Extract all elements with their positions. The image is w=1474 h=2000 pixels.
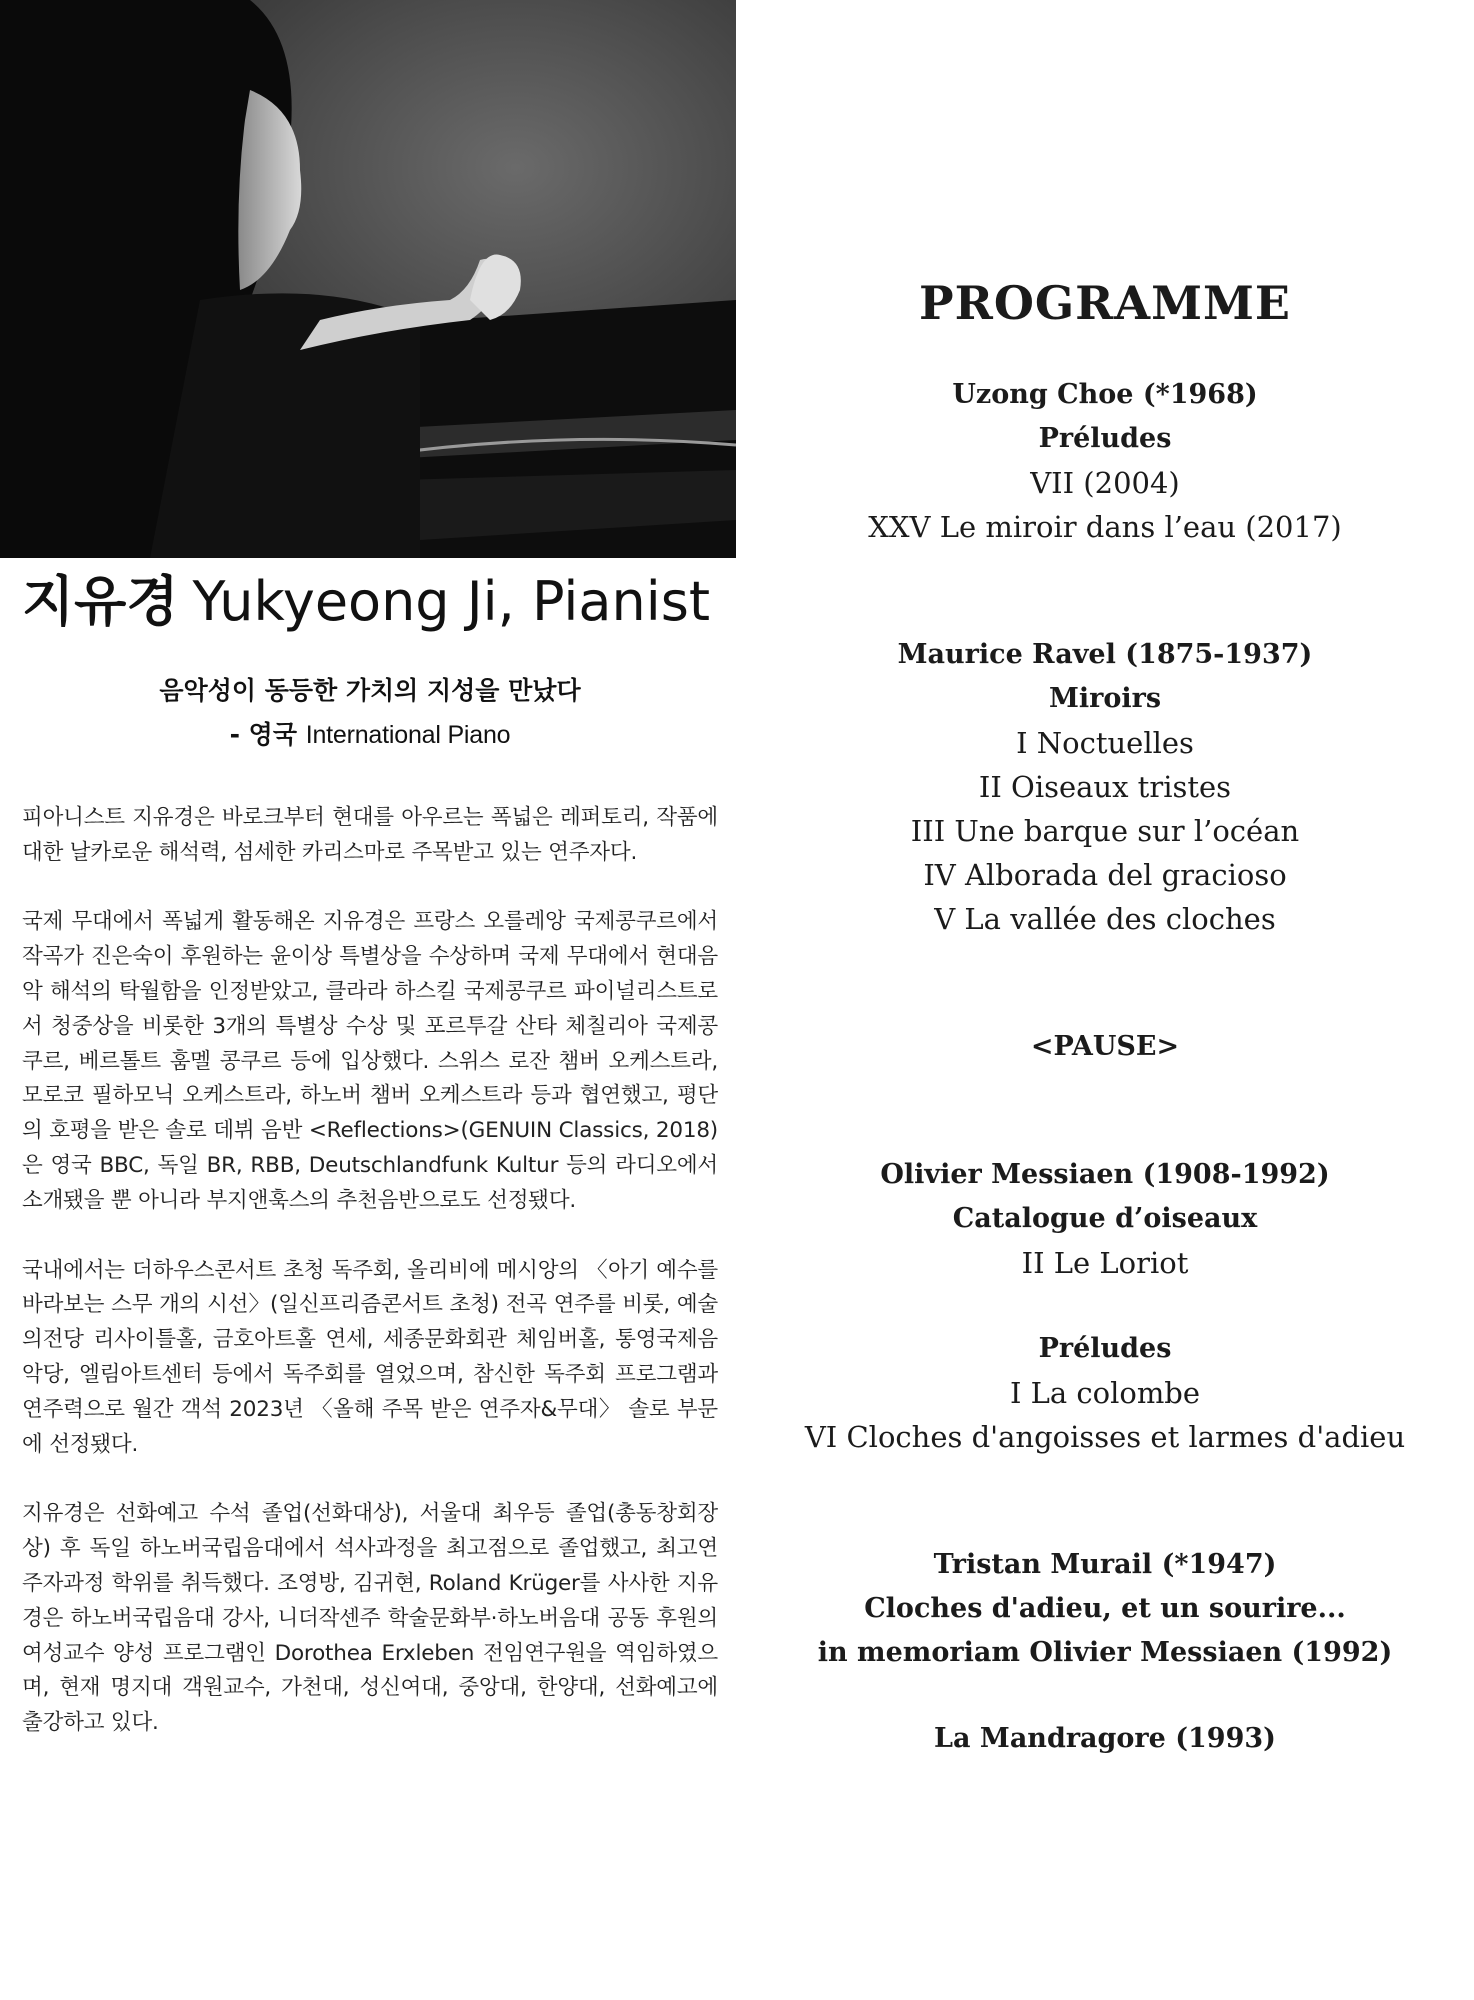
composer-name: Tristan Murail (*1947): [933, 1549, 1277, 1581]
work-title: Préludes: [1038, 423, 1172, 455]
movement: III Une barque sur l’océan: [910, 814, 1300, 849]
performer-name: [22, 570, 718, 635]
movement: I Noctuelles: [1016, 726, 1194, 761]
work-title: Miroirs: [1048, 683, 1162, 715]
press-quote: [22, 669, 718, 757]
quote-source: [22, 713, 718, 757]
bio-paragraph: 국제 무대에서 폭넓게 활동해온 지유경은 프랑스 오를레앙 국제콩쿠르에서 작곡가 진은숙이 후원하는 윤이상 특별상을 수상하며 국제 무대에서 현대음악 해석의 탁월함을 인정받았고, 클라라 하스킬 국제콩쿠르 파이널리스트로서 청중상을 비롯한 3개의 특별상 수상 및 포르투갈 산타 체칠리아 국제콩쿠르, 베르톨트 훔멜 콩쿠르 등에 입상했다. 스위스 로잔 챔버 오케스트라, 모로코 필하모닉 오케스트라, 하노버 챔버 오케스트라 등과 협연했고, 평단의 호평을 받은 솔로 데뷔 음반 <Reflections>(GENUIN Classics, 2018)은 영국 BBC, 독일 BR, RBB, Deutschlandfunk Kultur 등의 라디오에서 소개됐을 뿐 아니라 부지앤훅스의 추천음반으로도 선정됐다.: [22, 909, 718, 1213]
work-subtitle: in memoriam Olivier Messiaen (1992): [817, 1637, 1393, 1669]
work-title: Préludes: [1038, 1333, 1172, 1365]
programme-column: [760, 276, 1450, 1761]
pianist-photo: [0, 0, 736, 558]
intermission: <PAUSE>: [1030, 1031, 1180, 1063]
programme-block-ravel: [760, 633, 1450, 941]
movement: II Oiseaux tristes: [978, 770, 1232, 805]
movement: XXV Le miroir dans l’eau (2017): [868, 510, 1342, 545]
left-column: [22, 570, 718, 1776]
movement: VII (2004): [1030, 466, 1180, 501]
programme-title: PROGRAMME: [919, 276, 1291, 330]
composer-name: Maurice Ravel (1875-1937): [897, 639, 1313, 671]
programme-block-choe: [760, 373, 1450, 549]
performer-name-english: Yukyeong Ji, Pianist: [192, 570, 711, 633]
work-title: Catalogue d’oiseaux: [952, 1203, 1258, 1235]
programme-block-murail: [760, 1543, 1450, 1761]
bio-paragraph: 피아니스트 지유경은 바로크부터 현대를 아우르는 폭넓은 레퍼토리, 작품에 대한 날카로운 해석력, 섬세한 카리스마로 주목받고 있는 연주자다.: [22, 804, 718, 865]
composer-name: Olivier Messiaen (1908-1992): [880, 1159, 1330, 1191]
bio-paragraph: 지유경은 선화예고 수석 졸업(선화대상), 서울대 최우등 졸업(총동창회장상) 후 독일 하노버국립음대에서 석사과정을 최고점으로 졸업했고, 최고연주자과정 학위를 취득했다. 조영방, 김귀현, Roland Krüger를 사사한 지유경은 하노버국립음대 강사, 니더작센주 학술문화부·하노버음대 공동 후원의 여성교수 양성 프로그램인 Dorothea Erxleben 전임연구원을 역임하였으며, 현재 명지대 객원교수, 가천대, 성신여대, 중앙대, 한양대, 선화예고에 출강하고 있다.: [22, 1501, 718, 1736]
quote-text: 음악성이 동등한 가치의 지성을 만났다: [159, 675, 581, 705]
work-title: Cloches d'adieu, et un sourire...: [864, 1593, 1346, 1625]
composer-name: Uzong Choe (*1968): [952, 379, 1258, 411]
movement: IV Alborada del gracioso: [923, 858, 1287, 893]
programme-block-messiaen: [760, 1153, 1450, 1459]
biography: [22, 801, 718, 1741]
work-title: La Mandragore (1993): [934, 1723, 1276, 1755]
quote-source-prefix: - 영국: [229, 719, 297, 749]
bio-paragraph: 국내에서는 더하우스콘서트 초청 독주회, 올리비에 메시앙의 〈아기 예수를 바라보는 스무 개의 시선〉(일신프리즘콘서트 초청) 전곡 연주를 비롯, 예술의전당 리사이틀홀, 금호아트홀 연세, 세종문화회관 체임버홀, 통영국제음악당, 엘림아트센터 등에서 독주회를 열었으며, 참신한 독주회 프로그램과 연주력으로 월간 객석 2023년 〈올해 주목 받은 연주자&무대〉 솔로 부문에 선정됐다.: [22, 1257, 719, 1457]
quote-source-name: International Piano: [305, 720, 511, 749]
movement: I La colombe: [1009, 1376, 1201, 1411]
performer-name-korean: 지유경: [22, 570, 179, 633]
movement: V La vallée des cloches: [934, 902, 1276, 937]
movement: II Le Loriot: [1021, 1246, 1189, 1281]
movement: VI Cloches d'angoisses et larmes d'adieu: [804, 1420, 1406, 1455]
